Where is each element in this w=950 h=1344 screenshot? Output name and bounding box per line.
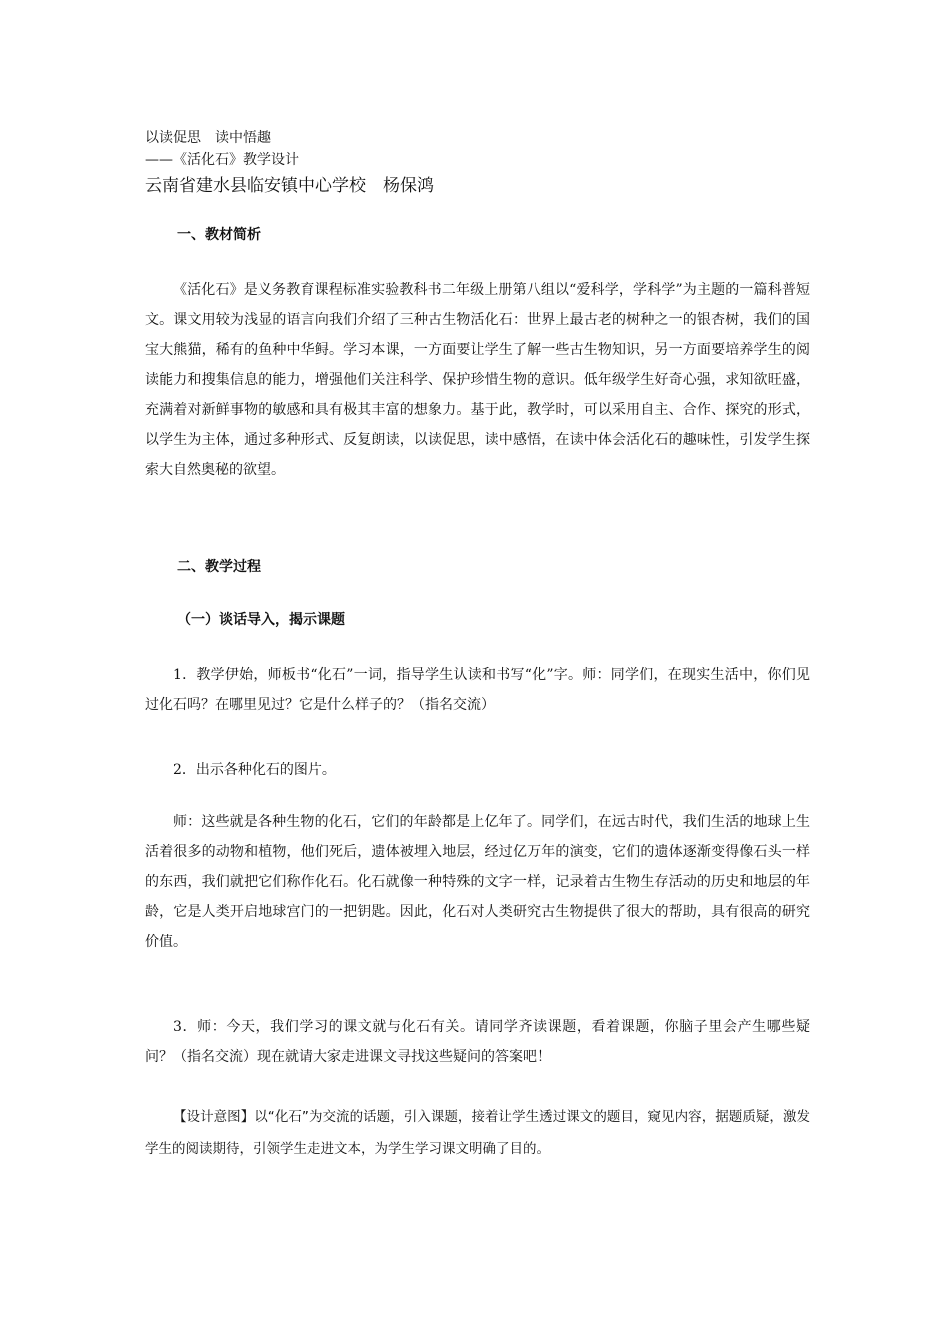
step-2-paragraph: 2．出示各种化石的图片。 — [173, 762, 336, 778]
section-1-paragraph: 《活化石》是义务教育课程标准实验教科书二年级上册第八组以“爱科学，学科学”为主题的一篇科普短文。课文用较为浅显的语言向我们介绍了三种古生物活化石：世界上最古老的树种之一的银杏树，我们的国宝大熊猫，稀有的鱼种中华鲟。学习本课，一方面要让学生了解一些古生物知识，另一方面要培养学生的阅读能力和搜集信息的能力，增强他们关注科学、保护珍惜生物的意识。低年级学生好奇心强，求知欲旺盛，充满着对新鲜事物的敏感和具有极其丰富的想象力。基于此，教学时，可以采用自主、合作、探究的形式，以学生为主体，通过多种形式、反复朗读，以读促思，读中感悟，在读中体会活化石的趣味性，引发学生探索大自然奥秘的欲望。 — [145, 282, 810, 478]
teacher-explanation-paragraph: 师：这些就是各种生物的化石，它们的年龄都是上亿年了。同学们，在远古时代，我们生活的地球上生活着很多的动物和植物，他们死后，遗体被埋入地层，经过亿万年的演变，它们的遗体逐渐变得像石头一样的东西，我们就把它们称作化石。化石就像一种特殊的文字一样，记录着古生物生存活动的历史和地层的年龄，它是人类开启地球宫门的一把钥匙。因此，化石对人类研究古生物提供了很大的帮助，具有很高的研究价值。 — [145, 814, 810, 950]
section-1-heading: 一、教材简析 — [177, 227, 261, 243]
author-line: 云南省建水县临安镇中心学校 杨保鸿 — [145, 176, 434, 196]
step-1-paragraph: 1．教学伊始，师板书“化石”一词，指导学生认读和书写“化”字。师：同学们，在现实生活中，你们见过化石吗？在哪里见过？它是什么样子的？（指名交流） — [145, 667, 810, 713]
step-3-paragraph: 3．师：今天，我们学习的课文就与化石有关。请同学齐读课题，看着课题，你脑子里会产生哪些疑问？（指名交流）现在就请大家走进课文寻找这些疑问的答案吧！ — [145, 1019, 810, 1065]
design-intent-note: 【设计意图】以“化石”为交流的话题，引入课题，接着让学生透过课文的题目，窥见内容，据题质疑，激发学生的阅读期待，引领学生走进文本，为学生学习课文明确了目的。 — [145, 1109, 810, 1157]
title-line-1: 以读促思 读中悟趣 — [145, 130, 271, 146]
title-line-2: ——《活化石》教学设计 — [145, 152, 299, 168]
section-2-heading: 二、教学过程 — [177, 559, 261, 575]
section-2-subheading: （一）谈话导入，揭示课题 — [177, 612, 345, 628]
